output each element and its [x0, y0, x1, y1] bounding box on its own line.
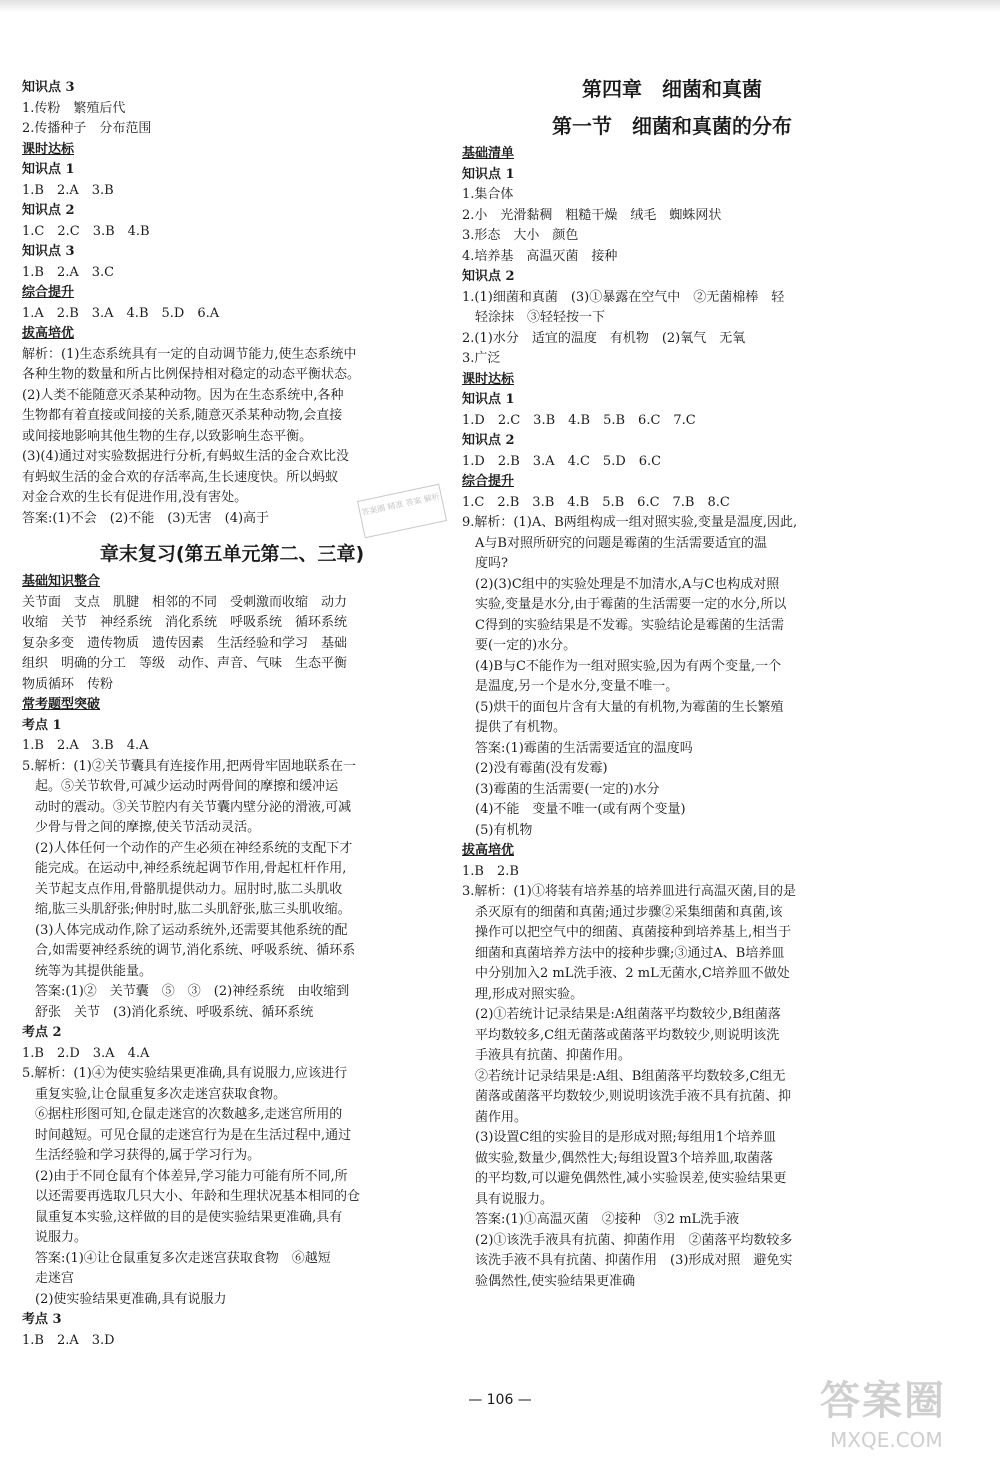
chapter-title: 第四章 细菌和真菌 — [582, 77, 762, 101]
text-line: C得到的实验结果是不发霉。实验结论是霉菌的生活需 — [462, 617, 784, 633]
subsection-label: 知识点 1 — [22, 162, 75, 177]
text-line: 能完成。在运动中,神经系统起调节作用,骨起杠杆作用, — [22, 861, 347, 876]
text-line: 做实验,数量少,偶然性大;每组设置3个培养皿,取菌落 — [462, 1150, 774, 1166]
text-line: 各种生物的数量和所占比例保持相对稳定的动态平衡状态。 — [22, 367, 361, 382]
text-line: 合,如需要神经系统的调节,消化系统、呼吸系统、循环系 — [22, 943, 356, 958]
text-line: (2)人类不能随意灭杀某种动物。因为在生态系统中,各种 — [22, 387, 344, 403]
text-line: 有蚂蚁生活的金合欢的存活率高,生长速度快。所以蚂蚁 — [22, 469, 339, 485]
text-line: 手液具有抗菌、抑菌作用。 — [462, 1048, 632, 1063]
text-line: 细菌和真菌培养方法中的接种步骤;③通过A、B培养皿 — [462, 945, 785, 961]
text-line: 4.培养基 高温灭菌 接种 — [462, 248, 618, 264]
text-line: (2)①若统计记录结果是:A组菌落平均数较少,B组菌落 — [462, 1007, 781, 1022]
text-line: A与B对照所研究的问题是霉菌的生活需要适宜的温 — [462, 535, 767, 551]
text-line: 要(一定的)水分。 — [462, 638, 577, 653]
text-line: 3.解析：(1)①将装有培养基的培养皿进行高温灭菌,目的是 — [462, 884, 796, 899]
section-heading: 课时达标 — [462, 371, 515, 387]
text-line: 2.小 光滑黏稠 粗糙干燥 绒毛 蜘蛛网状 — [462, 207, 722, 223]
text-line: 操作可以把空气中的细菌、真菌接种到培养基上,相当于 — [462, 925, 792, 940]
text-line: 度吗? — [462, 556, 508, 571]
text-line: 1.B 2.D 3.A 4.A — [22, 1045, 150, 1061]
subsection-label: 知识点 3 — [22, 80, 75, 95]
text-line: 平均数较多,C组无菌落或菌落平均数较少,则说明该洗 — [462, 1027, 780, 1043]
page-number: — 106 — — [468, 1392, 532, 1408]
text-line: 1.B 2.A 3.D — [22, 1332, 115, 1348]
text-line: 1.(1)细菌和真菌 (3)①暴露在空气中 ②无菌棉棒 轻 — [462, 289, 785, 305]
subsection-label: 知识点 3 — [22, 244, 75, 259]
stamp-text: 答案圈 精准 答案 解析 — [360, 491, 441, 518]
text-line: 3.广泛 — [462, 351, 501, 366]
text-line: (2)由于不同仓鼠有个体差异,学习能力可能有所不同,所 — [22, 1168, 348, 1184]
text-line: 答案:(1)不会 (2)不能 (3)无害 (4)高于 — [22, 510, 270, 526]
watermark-url: MXQE.COM — [830, 1428, 943, 1452]
text-line: ②若统计记录结果是:A组、B组菌落平均数较多,C组无 — [462, 1068, 786, 1084]
text-line: 1.传粉 繁殖后代 — [22, 100, 126, 116]
text-line: 菌作用。 — [462, 1109, 528, 1125]
text-line: 起。⑤关节软骨,可减少运动时两骨间的摩擦和缓冲运 — [22, 779, 339, 794]
section-title: 第一节 细菌和真菌的分布 — [552, 114, 792, 138]
text-line: 收缩 关节 神经系统 消化系统 呼吸系统 循环系统 — [22, 615, 348, 630]
section-heading: 课时达标 — [22, 141, 75, 157]
text-line: 1.B 2.A 3.C — [22, 264, 115, 280]
text-line: 2.传播种子 分布范围 — [22, 121, 152, 136]
text-line: 2.(1)水分 适宜的温度 有机物 (2)氧气 无氧 — [462, 330, 746, 346]
text-line: 时间越短。可见仓鼠的走迷宫行为是在生活过程中,通过 — [22, 1127, 352, 1143]
text-line: 生物都有着直接或间接的关系,随意灭杀某种动物,会直接 — [22, 408, 343, 423]
text-line: ⑥据柱形图可知,仓鼠走迷宫的次数越多,走迷宫所用的 — [22, 1107, 343, 1122]
section-heading: 基础清单 — [462, 146, 515, 161]
text-line: 5.解析：(1)②关节囊具有连接作用,把两骨牢固地联系在一 — [22, 758, 356, 774]
text-line: 重复实验,让仓鼠重复多次走迷宫获取食物。 — [22, 1086, 287, 1102]
text-line: 1.A 2.B 3.A 4.B 5.D 6.A — [22, 305, 220, 321]
subsection-label: 知识点 1 — [462, 392, 515, 407]
subsection-label: 知识点 2 — [22, 203, 75, 218]
text-line: 舒张 关节 (3)消化系统、呼吸系统、循环系统 — [22, 1004, 314, 1020]
text-line: 验偶然性,使实验结果更准确 — [462, 1273, 636, 1289]
text-line: 1.D 2.C 3.B 4.B 5.B 6.C 7.C — [462, 412, 696, 428]
text-line: 1.集合体 — [462, 187, 514, 202]
text-line: 或间接地影响其他生物的生存,以致影响生态平衡。 — [22, 428, 313, 444]
text-line: 3.形态 大小 颜色 — [462, 228, 579, 243]
text-line: (3)人体完成动作,除了运动系统外,还需要其他系统的配 — [22, 922, 348, 938]
text-line: 理,形成对照实验。 — [462, 986, 584, 1002]
right-answer-block — [462, 144, 882, 1292]
text-line: (2)(3)C组中的实验处理是不加清水,A与C也构成对照 — [462, 576, 780, 592]
text-line: 5.解析：(1)④为使实验结果更准确,具有说服力,应该进行 — [22, 1066, 348, 1081]
review-chapter-title: 章末复习(第五单元第二、三章) — [99, 543, 365, 565]
left-answer-block-2 — [22, 572, 442, 1351]
scan-edge — [0, 0, 1000, 12]
text-line: 答案:(1)霉菌的生活需要适宜的温度吗 — [462, 740, 693, 756]
text-line: 1.C 2.C 3.B 4.B — [22, 223, 150, 239]
text-line: 1.B 2.A 3.B 4.A — [22, 738, 149, 753]
watermark-logo — [820, 1375, 990, 1467]
text-line: 该洗手液不具有抗菌、抑菌作用 (3)形成对照 避免实 — [462, 1253, 793, 1268]
subsection-label: 知识点 1 — [462, 166, 515, 182]
text-line: 实验,变量是水分,由于霉菌的生活需要一定的水分,所以 — [462, 597, 787, 612]
text-line: (5)有机物 — [462, 822, 533, 838]
subsection-label: 考点 3 — [22, 1312, 62, 1327]
watermark-text: 答案圈 — [820, 1378, 946, 1424]
text-line: 说服力。 — [22, 1230, 88, 1245]
section-heading: 综合提升 — [462, 474, 515, 489]
text-line: (2)没有霉菌(没有发霉) — [462, 761, 608, 776]
text-line: (2)使实验结果更准确,具有说服力 — [22, 1291, 227, 1307]
section-heading: 拔高培优 — [462, 843, 515, 858]
text-line: 动时的震动。③关节腔内有关节囊内壁分泌的滑液,可减 — [22, 799, 352, 815]
text-line: (3)(4)通过对实验数据进行分析,有蚂蚁生活的金合欢比没 — [22, 449, 349, 464]
text-line: (2)人体任何一个动作的产生必须在神经系统的支配下才 — [22, 840, 353, 856]
text-line: 答案:(1)② 关节囊 ⑤ ③ (2)神经系统 由收缩到 — [22, 984, 350, 999]
text-line: 物质循环 传粉 — [22, 676, 114, 692]
text-line: 菌落或菌落平均数较少,则说明该洗手液不具有抗菌、抑 — [462, 1089, 792, 1104]
text-line: 答案:(1)①高温灭菌 ②接种 ③2 mL洗手液 — [462, 1212, 740, 1227]
text-line: 少骨与骨之间的摩擦,使关节活动灵活。 — [22, 820, 261, 835]
text-line: 杀灭原有的细菌和真菌;通过步骤②采集细菌和真菌,该 — [462, 904, 783, 920]
text-line: 1.B 2.A 3.B — [22, 182, 114, 198]
text-line: 关节起支点作用,骨骼肌提供动力。屈肘时,肱二头肌收 — [22, 881, 343, 897]
text-line: 以还需要再选取几只大小、年龄和生理状况基本相同的仓 — [22, 1189, 361, 1204]
left-answer-block-1 — [22, 78, 442, 529]
text-line: 具有说服力。 — [462, 1191, 554, 1207]
text-line: (5)烘干的面包片含有大量的有机物,为霉菌的生长繁殖 — [462, 699, 784, 715]
text-line: (4)B与C不能作为一组对照实验,因为有两个变量,一个 — [462, 658, 782, 674]
text-line: 对金合欢的生长有促进作用,没有害处。 — [22, 490, 248, 505]
section-heading: 拔高培优 — [22, 326, 75, 341]
text-line: 解析：(1)生态系统具有一定的自动调节能力,使生态系统中 — [22, 346, 357, 362]
text-line: 1.D 2.B 3.A 4.C 5.D 6.C — [462, 453, 662, 469]
text-line: (4)不能 变量不唯一(或有两个变量) — [462, 802, 686, 817]
text-line: 提供了有机物。 — [462, 720, 567, 735]
text-line: 统等为其提供能量。 — [22, 963, 153, 979]
text-line: 1.C 2.B 3.B 4.B 5.B 6.C 7.B 8.C — [462, 494, 730, 510]
subsection-label: 考点 1 — [22, 717, 62, 733]
section-heading: 基础知识整合 — [22, 574, 101, 589]
text-line: 是温度,另一个是水分,变量不唯一。 — [462, 679, 679, 694]
text-line: 关节面 支点 肌腱 相邻的不同 受刺激而收缩 动力 — [22, 594, 348, 610]
text-line: 缩,肱三头肌舒张;伸肘时,肱二头肌舒张,肱三头肌收缩。 — [22, 902, 351, 917]
text-line: 复杂多变 遗传物质 遗传因素 生活经验和学习 基础 — [22, 635, 348, 651]
text-line: 的平均数,可以避免偶然性,减小实验误差,使实验结果更 — [462, 1171, 787, 1186]
text-line: 轻涂抹 ③轻轻按一下 — [462, 310, 606, 325]
text-line: 走迷宫 — [22, 1271, 75, 1286]
text-line: 生活经验和学习获得的,属于学习行为。 — [22, 1148, 261, 1163]
subsection-label: 知识点 2 — [462, 269, 515, 284]
text-line: 中分别加入2 mL洗手液、2 mL无菌水,C培养皿不做处 — [462, 966, 790, 981]
section-heading: 综合提升 — [22, 285, 75, 300]
text-line: 答案:(1)④让仓鼠重复多次走迷宫获取食物 ⑥越短 — [22, 1250, 331, 1266]
text-line: 组织 明确的分工 等级 动作、声音、气味 生态平衡 — [22, 656, 348, 671]
section-heading: 常考题型突破 — [22, 697, 101, 712]
text-line: 鼠重复本实验,这样做的目的是使实验结果更准确,具有 — [22, 1209, 343, 1225]
text-line: 1.B 2.B — [462, 863, 519, 879]
text-line: (2)①该洗手液具有抗菌、抑菌作用 ②菌落平均数较多 — [462, 1232, 793, 1248]
subsection-label: 考点 2 — [22, 1025, 62, 1040]
text-line: 9.解析：(1)A、B两组构成一组对照实验,变量是温度,因此, — [462, 515, 798, 530]
text-line: (3)设置C组的实验目的是形成对照;每组用1个培养皿 — [462, 1130, 777, 1145]
text-line: (3)霉菌的生活需要(一定的)水分 — [462, 781, 660, 797]
subsection-label: 知识点 2 — [462, 433, 515, 448]
